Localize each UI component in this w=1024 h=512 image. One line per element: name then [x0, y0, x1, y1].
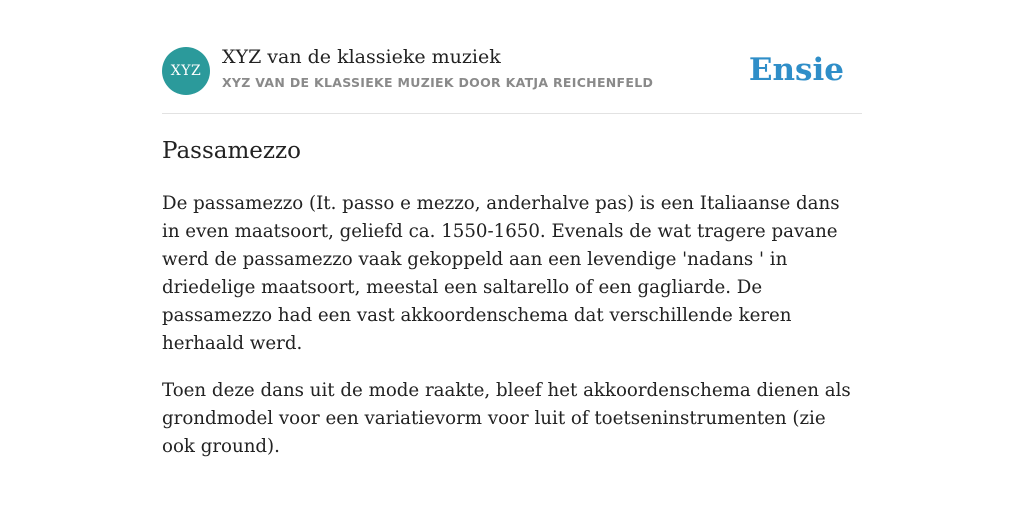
- source-subtitle: XYZ VAN DE KLASSIEKE MUZIEK DOOR KATJA REICHENFELD: [222, 75, 654, 90]
- brand-logo[interactable]: Ensie: [748, 52, 844, 88]
- article-paragraph: De passamezzo (It. passo e mezzo, anderhalve pas) is een Italiaanse dans in even maatsoort, geliefd ca. 1550-1650. Evenals de wat tragere pavane werd de passamezzo vaak gekoppeld aan een levendige 'nadans ' in driedelige maatsoort, meestal een saltarello of een gagliarde. De passamezzo had een vast akkoordenschema dat verschillende keren herhaald werd.: [162, 193, 840, 354]
- avatar[interactable]: XYZ: [162, 47, 210, 95]
- content-container: [162, 0, 862, 457]
- source-title[interactable]: XYZ van de klassieke muziek: [222, 46, 501, 68]
- article-body: [162, 190, 862, 480]
- article-title: Passamezzo: [162, 138, 301, 164]
- article-paragraph: Toen deze dans uit de mode raakte, bleef het akkoordenschema dienen als grondmodel voor een variatievorm voor luit of toetseninstrumenten (zie ook ground).: [162, 380, 851, 457]
- header: [162, 0, 862, 114]
